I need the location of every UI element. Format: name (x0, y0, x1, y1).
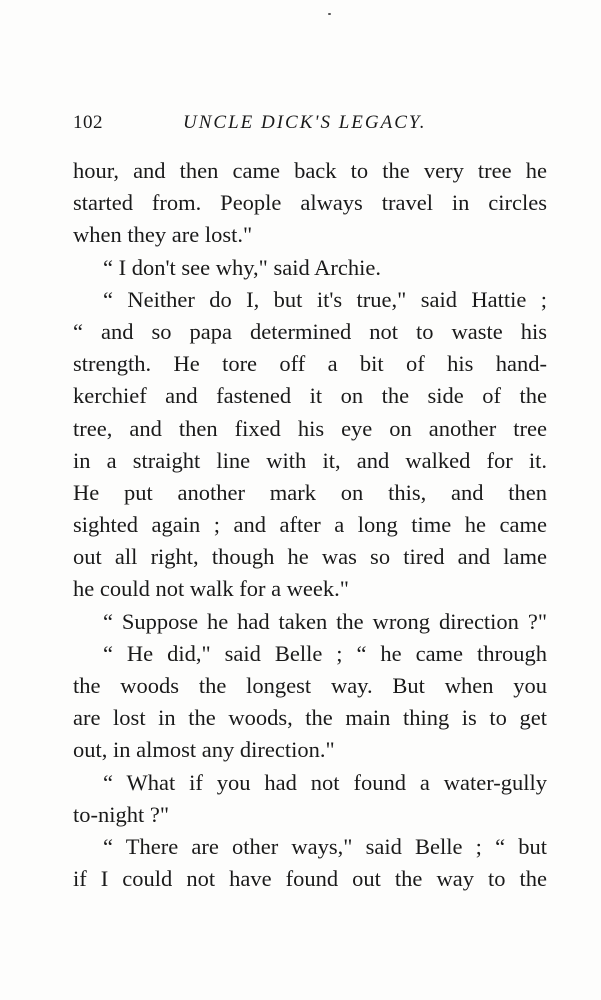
text-line: “ I don't see why," said Archie. (103, 254, 381, 280)
page-number: 102 (73, 112, 103, 133)
text-line: “ There are other ways," said Belle ; “ but (103, 833, 547, 859)
text-line: He put another mark on this, and then (73, 479, 547, 505)
text-line: hour, and then came back to the very tree he (73, 158, 547, 183)
text-line: sighted again ; and after a long time he came (73, 512, 547, 538)
text-line: the woods the longest way. But when you (73, 673, 547, 698)
text-line: “ Neither do I, but it's true," said Hattie ; (103, 286, 547, 312)
text-line: are lost in the woods, the main thing is to get (73, 705, 547, 731)
text-line: out all right, though he was so tired and lame (73, 544, 547, 570)
text-line: kerchief and fastened it on the side of the (73, 383, 547, 409)
body-text (73, 155, 547, 895)
text-line: to-night ?" (73, 801, 170, 827)
print-speck (328, 13, 331, 15)
running-head (73, 112, 547, 138)
text-line: out, in almost any direction." (73, 737, 335, 763)
running-title: UNCLE DICK'S LEGACY. (183, 112, 427, 133)
text-line: “ What if you had not found a water-gully (103, 769, 547, 795)
text-line: tree, and then fixed his eye on another tree (73, 415, 547, 441)
text-line: “ Suppose he had taken the wrong direction ?" (103, 608, 547, 634)
text-line: he could not walk for a week." (73, 576, 349, 602)
text-line: “ and so papa determined not to waste his (73, 318, 547, 344)
text-line: “ He did," said Belle ; “ he came through (103, 640, 547, 666)
text-line: started from. People always travel in circles (73, 190, 547, 216)
text-line: when they are lost." (73, 222, 253, 248)
text-line: in a straight line with it, and walked for it. (73, 447, 547, 473)
text-line: if I could not have found out the way to the (73, 866, 547, 892)
text-line: strength. He tore off a bit of his hand- (73, 351, 547, 377)
